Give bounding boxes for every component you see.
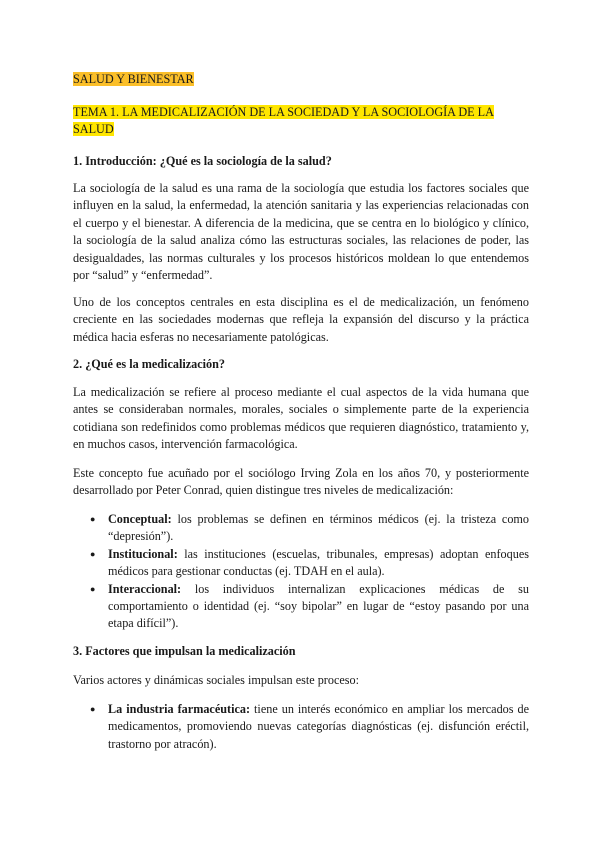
heading-factores: 3. Factores que impulsan la medicalización <box>73 644 296 658</box>
bullet-text: tiene un interés económico en ampliar los mercados de medicamentos, promoviendo nuevas categorías diagnósticas (ej. disfunción eréctil, trastorno por atracón). <box>108 702 529 751</box>
paragraph-medicalizacion-2: Este concepto fue acuñado por el sociólogo Irving Zola en los años 70, y posteriormente desarrollado por Peter Conrad, quien distingue tres niveles de medicalización: <box>73 466 529 498</box>
bullet-term: Interaccional: <box>108 581 182 596</box>
bullet-list-factores <box>73 701 529 753</box>
bullet-term: Institucional: <box>108 546 178 561</box>
topic-title-text: TEMA 1. LA MEDICALIZACIÓN DE LA SOCIEDAD Y LA SOCIOLOGÍA DE LA SALUD <box>73 105 494 137</box>
heading-introduccion: 1. Introducción: ¿Qué es la sociología de la salud? <box>73 154 332 168</box>
bullet-term: La industria farmacéutica: <box>108 702 251 716</box>
bullet-text: las instituciones (escuelas, tribunales, empresas) adoptan enfoques médicos para gestionar conductas (ej. TDAH en el aula). <box>108 546 529 579</box>
bullet-term: Conceptual: <box>108 512 172 526</box>
list-item <box>73 511 529 546</box>
bullet-text: los problemas se definen en términos médicos (ej. la tristeza como “depresión”). <box>108 512 529 544</box>
paragraph-medicalizacion-1: La medicalización se refiere al proceso mediante el cual aspectos de la vida humana que antes se consideraban normales, morales, sociales o simplemente parte de la experiencia cotidiana son redefinidos como problemas médicos que requieren diagnóstico, tratamiento y, en muchos casos, intervención farmacológica. <box>73 385 529 452</box>
list-item <box>73 701 529 753</box>
heading-medicalizacion: 2. ¿Qué es la medicalización? <box>73 357 225 371</box>
list-item <box>73 546 529 581</box>
paragraph-intro-2: Uno de los conceptos centrales en esta disciplina es el de medicalización, un fenómeno creciente en las sociedades modernas que refleja la expansión del discurso y la práctica médica hacia esferas no necesariamente patológicas. <box>73 295 529 344</box>
paragraph-intro-1: La sociología de la salud es una rama de la sociología que estudia los factores sociales que influyen en la salud, la enfermedad, la atención sanitaria y las experiencias relacionadas con el cuerpo y el bienestar. A diferencia de la medicina, que se centra en lo biológico y clínico, la sociología de la salud analiza cómo las estructuras sociales, las relaciones de poder, las desigualdades, las normas culturales y los procesos históricos moldean lo que entendemos por “salud” y “enfermedad”. <box>73 181 529 283</box>
section-title <box>73 71 529 88</box>
list-item <box>73 581 529 633</box>
bullet-list-niveles <box>73 511 529 633</box>
topic-title <box>73 104 529 139</box>
paragraph-factores-1: Varios actores y dinámicas sociales impulsan este proceso: <box>73 673 359 687</box>
bullet-text: los individuos internalizan explicaciones médicas de su comportamiento o identidad (ej. “soy bipolar” en lugar de “estoy pasando por una etapa difícil”). <box>108 581 529 631</box>
section-title-text: SALUD Y BIENESTAR <box>73 72 194 86</box>
